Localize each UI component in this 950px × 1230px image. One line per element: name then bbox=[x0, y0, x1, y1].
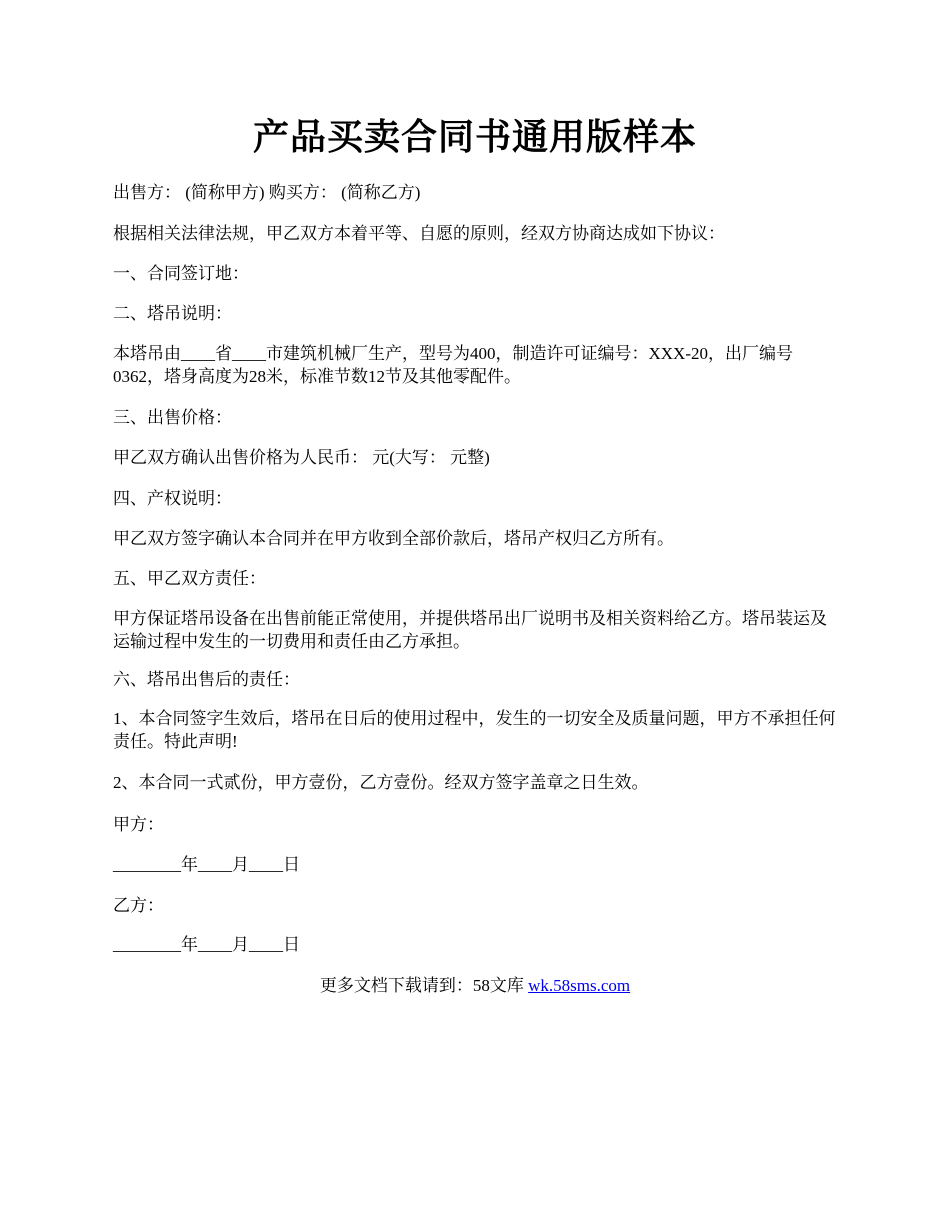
document-title: 产品买卖合同书通用版样本 bbox=[252, 117, 697, 157]
clause-1-paragraph: 1、本合同签字生效后，塔吊在日后的使用过程中，发生的一切安全及质量问题，甲方不承担任何责任。特此声明! bbox=[113, 709, 836, 751]
footer-text: 更多文档下载请到：58文库 bbox=[319, 976, 529, 995]
clause-2-paragraph: 2、本合同一式贰份，甲方壹份，乙方壹份。经双方签字盖章之日生效。 bbox=[113, 773, 649, 792]
party-b-label: 乙方： bbox=[113, 896, 164, 915]
section-heading-1: 一、合同签订地： bbox=[113, 264, 249, 283]
section-heading-5: 五、甲乙双方责任： bbox=[113, 569, 266, 588]
price-paragraph: 甲乙双方确认出售价格为人民币： 元(大写： 元整) bbox=[113, 448, 490, 467]
party-a-label: 甲方： bbox=[113, 815, 164, 834]
parties-line: 出售方： (简称甲方) 购买方： (简称乙方) bbox=[113, 183, 421, 202]
intro-paragraph: 根据相关法律法规，甲乙双方本着平等、自愿的原则，经双方协商达成如下协议： bbox=[113, 224, 725, 243]
section-heading-6: 六、塔吊出售后的责任： bbox=[113, 670, 300, 689]
crane-description-paragraph: 本塔吊由____省____市建筑机械厂生产，型号为400，制造许可证编号：XXX-20，出厂编号0362，塔身高度为28米，标准节数12节及其他零配件。 bbox=[113, 344, 793, 386]
ownership-paragraph: 甲乙双方签字确认本合同并在甲方收到全部价款后，塔吊产权归乙方所有。 bbox=[113, 529, 674, 548]
section-heading-3: 三、出售价格： bbox=[113, 408, 232, 427]
responsibility-paragraph: 甲方保证塔吊设备在出售前能正常使用，并提供塔吊出厂说明书及相关资料给乙方。塔吊装运及运输过程中发生的一切费用和责任由乙方承担。 bbox=[113, 609, 827, 651]
section-heading-2: 二、塔吊说明： bbox=[113, 304, 232, 323]
footer bbox=[0, 974, 950, 997]
footer-link[interactable]: wk.58sms.com bbox=[528, 976, 631, 995]
section-heading-4: 四、产权说明： bbox=[113, 489, 232, 508]
party-a-date-line: ________年____月____日 bbox=[113, 855, 300, 874]
party-b-date-line: ________年____月____日 bbox=[113, 935, 300, 954]
